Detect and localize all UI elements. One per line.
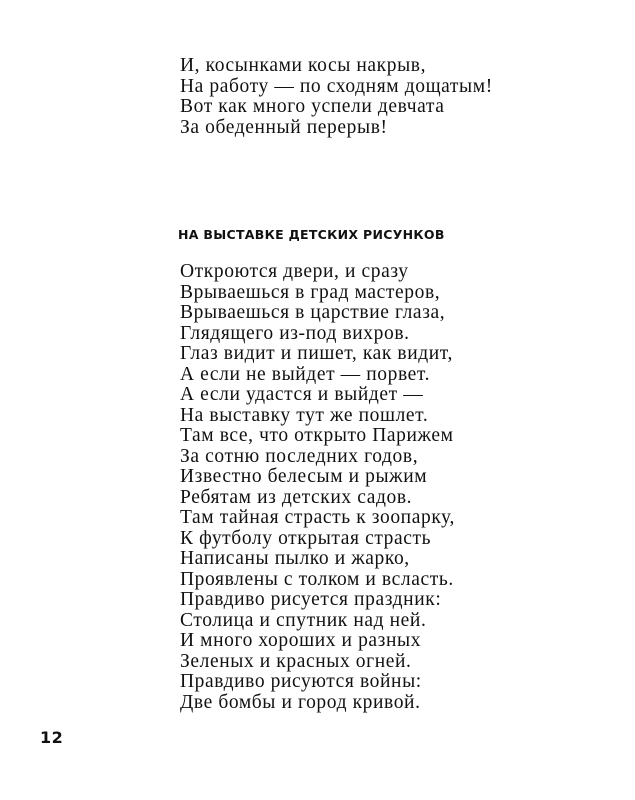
poem-line: И много хороших и разных: [180, 630, 422, 651]
poem-line: Две бомбы и город кривой.: [180, 691, 421, 713]
poem-line: На выставку тут же пошлет.: [180, 404, 429, 426]
poem-body: [180, 262, 600, 713]
poem-line: А если не выйдет — порвет.: [180, 363, 431, 385]
poem-line: За обеденный перерыв!: [180, 116, 388, 138]
poem-line: Столица и спутник над ней.: [180, 609, 427, 631]
poem-line: Написаны пылко и жарко,: [180, 548, 410, 569]
poem-line: Врываешься в царствие глаза,: [180, 302, 446, 323]
poem-line: Глядящего из-под вихров.: [180, 322, 410, 344]
poem-line: А если удастся и выйдет —: [180, 384, 424, 405]
poem-line: За сотню последних годов,: [180, 445, 419, 467]
poem-line: Глаз видит и пишет, как видит,: [180, 343, 453, 364]
poem-line: И, косынками косы накрыв,: [180, 55, 427, 76]
poem-line: Известно белесым и рыжим: [180, 466, 428, 487]
poem-line: Зеленых и красных огней.: [180, 650, 412, 672]
poem-line: Правдиво рисуются войны:: [180, 671, 422, 692]
poem-line: На работу — по сходням дощатым!: [180, 75, 493, 97]
poem-line: Вот как много успели девчата: [180, 96, 445, 117]
poem-line: К футболу открытая страсть: [180, 527, 432, 549]
poem-line: Проявлены с толком и всласть.: [180, 568, 454, 590]
page-number: 12: [40, 728, 64, 747]
poem-line: Правдиво рисуется праздник:: [180, 589, 442, 610]
poem-line: Там тайная страсть к зоопарку,: [180, 507, 455, 528]
poem-line: Ребятам из детских садов.: [180, 486, 413, 508]
poem-title: НА ВЫСТАВКЕ ДЕТСКИХ РИСУНКОВ: [178, 227, 445, 242]
poem-ending-stanza: [180, 56, 600, 138]
poem-line: Там все, что открыто Парижем: [180, 425, 454, 446]
poem-line: Врываешься в град мастеров,: [180, 281, 441, 303]
poem-line: Откроются двери, и сразу: [180, 261, 409, 282]
